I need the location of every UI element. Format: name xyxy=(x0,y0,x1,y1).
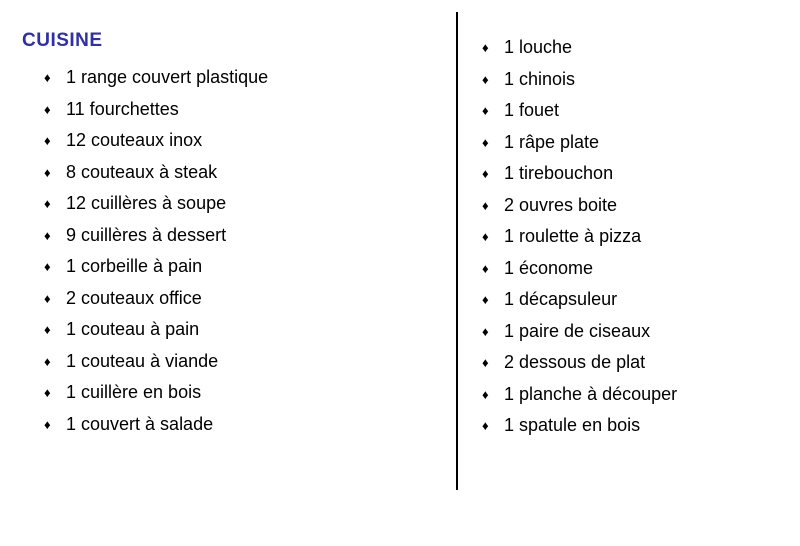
diamond-bullet-icon: ♦ xyxy=(44,70,51,85)
list-item xyxy=(40,251,420,283)
list-item-label: 1 économe xyxy=(504,257,594,278)
list-item-label: 1 râpe plate xyxy=(504,131,600,152)
list-item xyxy=(40,409,420,441)
list-item-label: 1 cuillère en bois xyxy=(66,382,202,402)
column-divider xyxy=(456,12,458,490)
list-item-label: 1 planche à découper xyxy=(504,383,678,404)
diamond-bullet-icon: ♦ xyxy=(482,71,489,87)
diamond-bullet-icon: ♦ xyxy=(44,290,51,306)
diamond-bullet-icon: ♦ xyxy=(44,101,51,117)
list-item xyxy=(40,314,420,346)
list-item xyxy=(478,253,778,285)
list-item-label: 2 ouvres boite xyxy=(504,194,618,215)
list-item-label: 1 range couvert plastique xyxy=(66,67,269,87)
diamond-bullet-icon: ♦ xyxy=(44,133,51,148)
list-item-label: 1 décapsuleur xyxy=(504,289,618,309)
diamond-bullet-icon: ♦ xyxy=(482,355,489,370)
diamond-bullet-icon: ♦ xyxy=(482,166,489,181)
list-item-label: 1 louche xyxy=(504,37,573,57)
diamond-bullet-icon: ♦ xyxy=(482,323,489,339)
list-item-label: 1 couteau à pain xyxy=(66,319,200,339)
list-item-label: 1 fouet xyxy=(504,100,560,120)
diamond-bullet-icon: ♦ xyxy=(482,229,489,244)
list-item-label: 1 corbeille à pain xyxy=(66,256,203,276)
diamond-bullet-icon: ♦ xyxy=(482,134,489,150)
list-item xyxy=(478,284,778,316)
list-item xyxy=(478,379,778,411)
list-item-label: 1 roulette à pizza xyxy=(504,226,642,246)
list-item-label: 11 fourchettes xyxy=(66,98,179,119)
diamond-bullet-icon: ♦ xyxy=(44,385,51,400)
list-item xyxy=(478,190,778,222)
list-item xyxy=(478,158,778,190)
right-column xyxy=(478,32,778,442)
diamond-bullet-icon: ♦ xyxy=(44,322,51,337)
left-column-list xyxy=(40,62,420,440)
list-item xyxy=(478,410,778,442)
list-item xyxy=(40,377,420,409)
list-item-label: 1 couteau à viande xyxy=(66,350,219,371)
diamond-bullet-icon: ♦ xyxy=(482,292,489,307)
list-item xyxy=(40,346,420,378)
diamond-bullet-icon: ♦ xyxy=(44,196,51,211)
list-item xyxy=(478,221,778,253)
diamond-bullet-icon: ♦ xyxy=(482,260,489,276)
list-item-label: 8 couteaux à steak xyxy=(66,161,218,182)
list-item xyxy=(40,94,420,126)
diamond-bullet-icon: ♦ xyxy=(44,164,51,180)
page-title: CUISINE xyxy=(22,30,103,51)
list-item xyxy=(40,188,420,220)
diamond-bullet-icon: ♦ xyxy=(482,40,489,55)
list-item xyxy=(478,95,778,127)
list-item-label: 2 couteaux office xyxy=(66,287,202,308)
diamond-bullet-icon: ♦ xyxy=(482,418,489,433)
list-item xyxy=(478,316,778,348)
list-item xyxy=(478,347,778,379)
list-item-label: 1 spatule en bois xyxy=(504,415,641,435)
diamond-bullet-icon: ♦ xyxy=(482,197,489,213)
list-item xyxy=(40,283,420,315)
list-item xyxy=(40,125,420,157)
left-column xyxy=(40,62,420,440)
list-item-label: 2 dessous de plat xyxy=(504,352,646,372)
diamond-bullet-icon: ♦ xyxy=(44,259,51,274)
list-item xyxy=(40,220,420,252)
right-column-list xyxy=(478,32,778,442)
list-item xyxy=(40,157,420,189)
list-item xyxy=(478,64,778,96)
list-item xyxy=(478,32,778,64)
diamond-bullet-icon: ♦ xyxy=(44,227,51,243)
diamond-bullet-icon: ♦ xyxy=(44,416,51,432)
list-item-label: 1 paire de ciseaux xyxy=(504,320,651,341)
list-item-label: 12 couteaux inox xyxy=(66,130,203,150)
list-item xyxy=(478,127,778,159)
list-item xyxy=(40,62,420,94)
list-item-label: 1 couvert à salade xyxy=(66,413,214,434)
list-item-label: 9 cuillères à dessert xyxy=(66,224,227,245)
diamond-bullet-icon: ♦ xyxy=(482,386,489,402)
list-item-label: 1 tirebouchon xyxy=(504,163,614,183)
diamond-bullet-icon: ♦ xyxy=(482,103,489,118)
list-item-label: 1 chinois xyxy=(504,68,576,89)
diamond-bullet-icon: ♦ xyxy=(44,353,51,369)
list-item-label: 12 cuillères à soupe xyxy=(66,193,227,213)
